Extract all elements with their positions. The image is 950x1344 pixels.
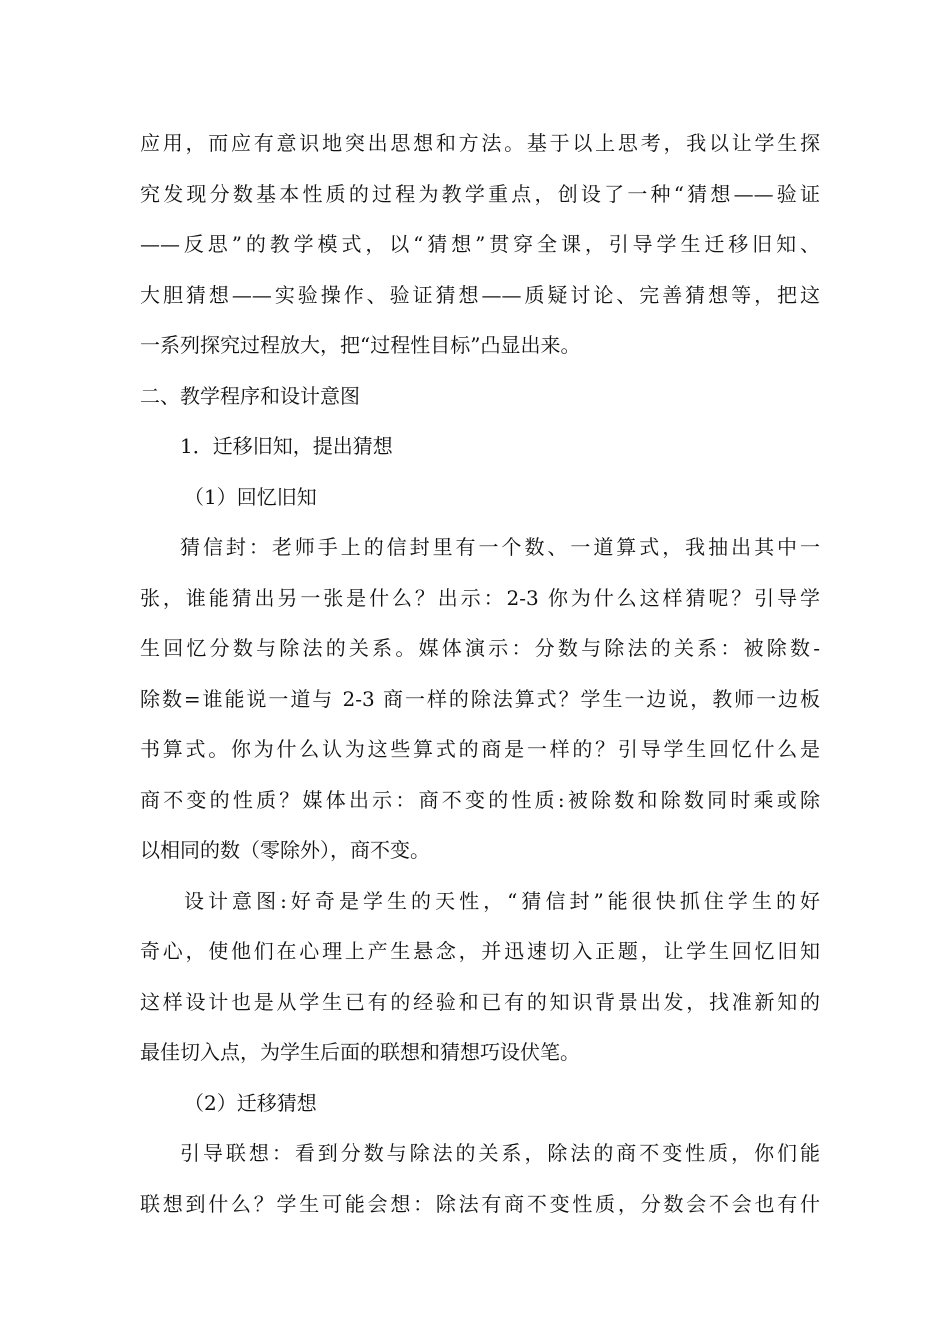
text-line: 张，谁能猜出另一张是什么？出示：2-3 你为什么这样猜呢？引导学: [140, 585, 820, 610]
text-line: 以相同的数（零除外），商不变。: [140, 838, 430, 862]
text-line: 设计意图:好奇是学生的天性，“猜信封”能很快抓住学生的好: [184, 888, 820, 913]
text-line: 生回忆分数与除法的关系。媒体演示：分数与除法的关系：被除数-: [140, 636, 820, 660]
text-line: 引导联想：看到分数与除法的关系，除法的商不变性质，你们能: [180, 1141, 820, 1165]
text-line: 究发现分数基本性质的过程为教学重点，创设了一种“猜想——验证: [140, 181, 820, 206]
text-line: 应用，而应有意识地突出思想和方法。基于以上思考，我以让学生探: [140, 131, 820, 155]
text-line: 大胆猜想——实验操作、验证猜想——质疑讨论、完善猜想等，把这: [140, 282, 820, 307]
text-line: 联想到什么？学生可能会想：除法有商不变性质，分数会不会也有什: [140, 1191, 820, 1216]
text-line: 一系列探究过程放大，把“过程性目标”凸显出来。: [140, 333, 581, 357]
text-line: 除数=谁能说一道与 2-3 商一样的除法算式？学生一边说，教师一边板: [140, 686, 820, 711]
section-heading: 二、教学程序和设计意图: [140, 383, 360, 408]
text-line: 奇心，使他们在心理上产生悬念，并迅速切入正题，让学生回忆旧知: [140, 939, 820, 963]
step-heading: 1．迁移旧知，提出猜想: [180, 434, 393, 458]
subsection-heading: （2）迁移猜想: [184, 1090, 317, 1115]
body-text: [140, 118, 820, 1229]
text-line: 最佳切入点，为学生后面的联想和猜想巧设伏笔。: [140, 1040, 580, 1064]
text-line: 这样设计也是从学生已有的经验和已有的知识背景出发，找准新知的: [140, 989, 820, 1014]
subsection-heading: （1）回忆旧知: [184, 484, 317, 509]
text-line: 书算式。你为什么认为这些算式的商是一样的？引导学生回忆什么是: [140, 737, 820, 761]
text-line: 猜信封：老师手上的信封里有一个数、一道算式，我抽出其中一: [180, 535, 820, 559]
text-line: ——反思”的教学模式，以“猜想”贯穿全课，引导学生迁移旧知、: [140, 232, 820, 256]
text-line: 商不变的性质？媒体出示：商不变的性质:被除数和除数同时乘或除: [140, 787, 820, 812]
